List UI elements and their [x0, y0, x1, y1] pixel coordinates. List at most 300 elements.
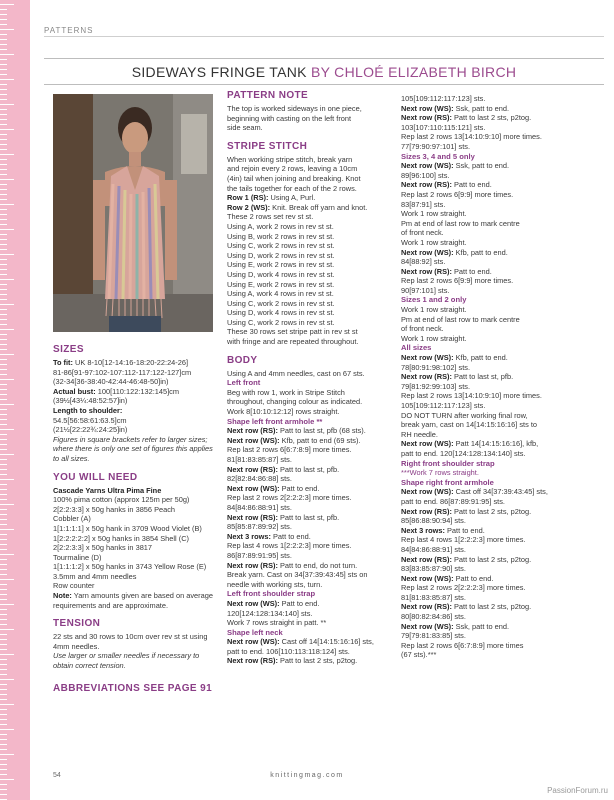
subsection-heading: Sizes 1 and 2 only: [401, 295, 467, 305]
instruction-text: Rep last 2 rows 6[6:7:8:9] more times.: [227, 445, 352, 455]
ruler-tick: [0, 59, 7, 60]
instruction-text: When working stripe stitch, break yarn: [227, 154, 353, 164]
sizes-note: Figures in square brackets refer to larger sizes; where there is only one set of figures this applies to all sizes.: [53, 434, 213, 463]
instruction-text: 103[107:110:115:121] sts.: [401, 122, 486, 132]
instruction-text: of front neck.: [401, 228, 444, 238]
ruler-tick: [0, 464, 7, 465]
ruler-tick: [0, 759, 7, 760]
ruler-tick: [0, 179, 14, 180]
ruler-tick: [0, 519, 7, 520]
ruler-tick: [0, 549, 7, 550]
ruler-tick: [0, 449, 7, 450]
ruler-tick: [0, 529, 14, 530]
ruler-tick: [0, 399, 7, 400]
ruler-tick: [0, 124, 7, 125]
ruler-tick: [0, 574, 7, 575]
instruction-text: patt to end. 120[124:128:134:140] sts.: [401, 448, 526, 458]
ruler-tick: [0, 374, 7, 375]
ruler-tick: [0, 544, 7, 545]
instruction-row: [227, 599, 391, 609]
instruction-text: 77[79:90:97:101] sts.: [401, 141, 471, 151]
instruction-text: These 30 rows set stripe patt in rev st st: [227, 327, 358, 337]
section-tag: PATTERNS: [44, 26, 94, 35]
instruction-row-text: Ssk, patt to end.: [453, 621, 510, 631]
sizes-line: [53, 358, 215, 368]
instruction-row-label: Next 3 rows:: [227, 531, 271, 541]
material-line: 100% pima cotton (approx 125m per 50g): [53, 495, 190, 505]
ruler-tick: [0, 139, 7, 140]
tension-text: 22 sts and 30 rows to 10cm over rev st st using 4mm needles.: [53, 632, 208, 651]
ruler-tick: [0, 689, 7, 690]
sizes-line: [53, 377, 215, 387]
ruler-tick: [0, 4, 14, 5]
ruler-tick: [0, 339, 7, 340]
ruler-tick: [0, 644, 7, 645]
ruler-tick: [0, 294, 7, 295]
ruler-tick: [0, 789, 7, 790]
watermark: PassionForum.ru: [547, 786, 608, 795]
instruction-row-label: Next row (RS):: [227, 656, 278, 666]
instruction-text: 120[124:128:134:140] sts.: [227, 608, 313, 618]
instruction-text: Using E, work 2 rows in rev st st.: [227, 260, 335, 270]
ruler-tick: [0, 244, 7, 245]
instruction-text: needle with working sts, turn.: [227, 579, 323, 589]
instruction-text: 85[85:87:89:92] sts.: [227, 522, 292, 532]
instruction-text: Work 1 row straight.: [401, 237, 467, 247]
instruction-row: [401, 161, 567, 171]
ruler-tick: [0, 424, 7, 425]
subsection-heading: Left front shoulder strap: [227, 589, 316, 599]
ruler-tick: [0, 604, 14, 605]
instruction-row-label: Next row (RS):: [401, 372, 452, 382]
instruction-text: Beg with row 1, work in Stripe Stitch: [227, 387, 345, 397]
ruler-tick: [0, 669, 7, 670]
instruction-row-label: Next row (WS):: [401, 439, 454, 449]
instruction-text: patt to end. 86[87:89:91:95] sts.: [401, 496, 505, 506]
ruler-tick: [0, 739, 7, 740]
ruler-tick: [0, 129, 14, 130]
instruction-row: [401, 372, 567, 382]
ruler-tick: [0, 79, 14, 80]
ruler-tick: [0, 744, 7, 745]
ruler-tick: [0, 344, 7, 345]
sizes-line-text: (39½[43¼:48:52:57]in): [53, 396, 128, 406]
instruction-row: [401, 248, 567, 258]
instruction-text: Using A, work 4 rows in rev st st.: [227, 289, 334, 299]
instruction-row-label: Next row (WS):: [227, 637, 280, 647]
ruler-tick: [0, 19, 7, 20]
instruction-text: 84[88:92] sts.: [401, 257, 446, 267]
material-line: 1[1:1:1:2] x 50g hanks in 3743 Yellow Rose (E): [53, 562, 207, 572]
ruler-tick: [0, 159, 7, 160]
instruction-row-text: Ssk, patt to end.: [453, 103, 510, 113]
ruler-tick: [0, 39, 7, 40]
instruction-row-label: Next row (RS):: [401, 180, 452, 190]
instruction-row-text: Using A, Purl.: [268, 193, 316, 203]
you-will-need-heading: YOU WILL NEED: [53, 471, 138, 483]
instruction-row-label: Next row (RS):: [401, 506, 452, 516]
ruler-tick: [0, 44, 7, 45]
instruction-text: Rep last 4 rows 1[2:2:2:3] more times.: [401, 535, 526, 545]
instruction-row-text: Patt to end.: [279, 483, 320, 493]
instruction-text: These 2 rows set rev st st.: [227, 212, 314, 222]
instruction-row: [227, 436, 391, 446]
ruler-tick: [0, 9, 7, 10]
material-line: Tourmaline (D): [53, 552, 102, 562]
ruler-tick: [0, 734, 7, 735]
instruction-text: Rep last 2 rows 2[2:2:2:3] more times.: [227, 493, 352, 503]
column-left: [53, 344, 215, 697]
ruler-tick: [0, 704, 14, 705]
instruction-text: Using D, work 4 rows in rev st st.: [227, 269, 335, 279]
ruler-tick: [0, 709, 7, 710]
instruction-row-text: Patt to last st, pfb.: [451, 372, 514, 382]
instruction-text: Using C, work 2 rows in rev st st.: [227, 317, 335, 327]
materials-list: [53, 495, 215, 591]
subsection-heading: Right front shoulder strap: [401, 458, 495, 468]
ruler-tick: [0, 494, 7, 495]
ruler-tick: [0, 29, 14, 30]
title-divider-bottom: [44, 84, 604, 85]
ruler-tick: [0, 439, 7, 440]
subsection-heading: Shape left front armhole **: [227, 416, 323, 426]
instruction-text: 79[81:92:99:103] sts.: [401, 381, 471, 391]
instruction-text: Work 8[10:10:12:12] rows straight.: [227, 407, 340, 417]
instruction-row: [227, 465, 391, 475]
instruction-row-text: Patt 14[14:15:16:16], kfb,: [453, 439, 539, 449]
instruction-row-text: Patt to end, do not turn.: [277, 560, 358, 570]
instruction-text: 82[82:84:86:88] sts.: [227, 474, 292, 484]
ruler-tick: [0, 224, 7, 225]
ruler-tick: [0, 144, 7, 145]
ruler-tick: [0, 304, 14, 305]
instruction-text: ***Work 7 rows straight.: [401, 468, 479, 478]
ruler-tick: [0, 694, 7, 695]
ruler-tick: [0, 94, 7, 95]
instruction-row-label: Next row (WS):: [227, 483, 280, 493]
instruction-row-text: Patt to end.: [270, 531, 311, 541]
ruler-tick: [0, 539, 7, 540]
instruction-row-label: Next 3 rows:: [401, 525, 445, 535]
ruler-tick: [0, 389, 7, 390]
sizes-line: [53, 396, 215, 406]
instruction-row-text: Cast off 34[37:39:43:45] sts,: [453, 487, 548, 497]
ruler-tick: [0, 414, 7, 415]
instruction-row-label: Next row (RS):: [401, 113, 452, 123]
ruler-tick: [0, 594, 7, 595]
instruction-row: [401, 507, 567, 517]
ruler-tick: [0, 264, 7, 265]
ruler-tick: [0, 289, 7, 290]
ruler-tick: [0, 329, 14, 330]
ruler-tick: [0, 154, 14, 155]
sizes-line-label: Length to shoulder:: [53, 405, 123, 415]
subsection-heading: Left front: [227, 378, 261, 388]
ruler-tick: [0, 364, 7, 365]
ruler-tick: [0, 269, 7, 270]
ruler-tick: [0, 479, 14, 480]
ruler-tick: [0, 649, 7, 650]
ruler-tick: [0, 349, 7, 350]
instruction-row-label: Next row (RS):: [401, 602, 452, 612]
subsection-heading: Shape left neck: [227, 627, 283, 637]
ruler-tick: [0, 134, 7, 135]
ruler-tick: [0, 714, 7, 715]
ruler-tick: [0, 569, 7, 570]
ruler-tick: [0, 359, 7, 360]
instruction-text: 81[81:83:85:87] sts.: [227, 455, 292, 464]
instruction-row-text: Patt to end.: [444, 525, 485, 535]
column-right: [401, 94, 567, 660]
ruler-tick: [0, 24, 7, 25]
instruction-row: [401, 622, 567, 632]
ruler-tick: [0, 699, 7, 700]
instruction-row: [401, 180, 567, 190]
sizes-line-text: UK 8-10[12-14:16-18:20-22:24-26]: [72, 358, 189, 367]
instruction-row: [227, 656, 391, 666]
ruler-tick: [0, 199, 7, 200]
ruler-tick: [0, 69, 7, 70]
instruction-row-label: Next row (WS):: [227, 598, 280, 608]
instruction-row-label: Next row (RS):: [227, 560, 278, 570]
sizes-line-label: Actual bust:: [53, 386, 96, 396]
instruction-row-text: Patt to end.: [451, 266, 492, 276]
sizes-line: [53, 416, 215, 426]
ruler-tick: [0, 659, 7, 660]
instruction-text: the tails together for each of the 2 rows.: [227, 183, 357, 193]
ruler-tick: [0, 794, 7, 795]
instruction-text: 78[80:91:98:102] sts.: [401, 362, 471, 372]
instruction-text: 79[79:81:83:85] sts.: [401, 631, 466, 641]
instruction-row-label: Next row (RS):: [227, 464, 278, 474]
instruction-row: [401, 602, 567, 612]
instruction-row-text: Patt to end.: [451, 180, 492, 190]
instruction-row-text: Patt to last 2 sts, p2tog.: [451, 554, 532, 564]
instruction-text: The top is worked sideways in one piece,: [227, 104, 362, 113]
instruction-row: [401, 439, 567, 449]
page-title: [44, 64, 604, 80]
instruction-text: Break yarn. Cast on 34[37:39:43:45] sts on: [227, 570, 368, 580]
ruler-tick: [0, 234, 7, 235]
ruler-tick: [0, 354, 14, 355]
instruction-text: Using E, work 2 rows in rev st st.: [227, 279, 335, 289]
ruler-tick: [0, 454, 14, 455]
instruction-text: Using A, work 2 rows in rev st st.: [227, 221, 334, 231]
instruction-row-text: Kfb, patt to end.: [453, 353, 508, 363]
instruction-row: [227, 484, 391, 494]
instruction-text: 84[84:86:88:91] sts.: [401, 544, 466, 554]
instruction-text: Work 1 row straight.: [401, 333, 467, 343]
ruler-tick: [0, 429, 14, 430]
instruction-text: and rejoin every 2 rows, leaving a 10cm: [227, 164, 358, 174]
instruction-row-text: Knit. Break off yarn and knot.: [270, 202, 368, 212]
instruction-text: 84[84:86:88:91] sts.: [227, 502, 292, 512]
ruler-tick: [0, 14, 7, 15]
title-divider-top: [44, 58, 604, 59]
title-byline: BY CHLOÉ ELIZABETH BIRCH: [306, 64, 517, 80]
instruction-text: Using B, work 2 rows in rev st st.: [227, 231, 335, 241]
instruction-text: Using A and 4mm needles, cast on 67 sts.: [227, 368, 365, 378]
ruler-tick: [0, 174, 7, 175]
ruler-tick: [0, 209, 7, 210]
instruction-text: Pm at end of last row to mark centre: [401, 218, 520, 228]
instruction-row-label: Row 1 (RS):: [227, 193, 269, 203]
instruction-text: 90[97:101] sts.: [401, 285, 450, 295]
instruction-row-label: Next row (RS):: [227, 512, 278, 522]
top-divider: [44, 36, 604, 37]
tension-note: Use larger or smaller needles if necessary to obtain correct tension.: [53, 651, 200, 671]
ruler-tick: [0, 754, 14, 755]
instruction-row-label: Next row (WS):: [227, 435, 280, 445]
ruler-tick: [0, 114, 7, 115]
instruction-text: DO NOT TURN after working final row,: [401, 410, 528, 420]
ruler-tick: [0, 314, 7, 315]
instruction-row-label: Next row (WS):: [401, 161, 454, 171]
instruction-row-text: Patt to last 2 sts, p2tog.: [451, 506, 532, 516]
ruler-tick: [0, 109, 7, 110]
instruction-row: [227, 532, 391, 542]
instruction-row-text: Patt to last st, pfb.: [277, 464, 340, 474]
instruction-text: RH needle.: [401, 429, 438, 439]
instruction-text: Using D, work 2 rows in rev st st.: [227, 250, 335, 260]
ruler-tick: [0, 534, 7, 535]
instruction-text: (67 sts).***: [401, 650, 437, 660]
instruction-row: [401, 113, 567, 123]
ruler-tick: [0, 254, 14, 255]
instruction-row-text: Patt to last 2 sts, p2tog.: [451, 602, 532, 612]
instruction-text: beginning with casting on the left front: [227, 113, 352, 123]
ruler-tick: [0, 459, 7, 460]
instruction-row-label: Next row (RS):: [401, 554, 452, 564]
ruler-tick: [0, 169, 7, 170]
instruction-text: 80[80:82:84:86] sts.: [401, 612, 466, 622]
instruction-row: [227, 637, 391, 647]
ruler-tick: [0, 394, 7, 395]
material-line: 2[2:2:3:3] x 50g hanks in 3856 Peach: [53, 504, 176, 514]
ruler-tick: [0, 369, 7, 370]
instruction-text: Pm at end of last row to mark centre: [401, 314, 520, 324]
instruction-text: Using C, work 2 rows in rev st st.: [227, 241, 335, 251]
ruler-tick: [0, 99, 7, 100]
ruler-tick: [0, 719, 7, 720]
subsection-heading: All sizes: [401, 343, 432, 353]
instruction-text: 85[86:88:90:94] sts.: [401, 516, 466, 526]
instruction-text: throughout, changing colour as indicated.: [227, 397, 363, 407]
ruler-tick: [0, 74, 7, 75]
model-photo: [53, 94, 213, 332]
instruction-row-label: Next row (RS):: [227, 426, 278, 436]
abbreviations-heading: ABBREVIATIONS SEE PAGE 91: [53, 682, 213, 694]
instruction-row-text: Kfb, patt to end.: [453, 247, 508, 257]
ruler-tick: [0, 184, 7, 185]
sizes-line: [53, 368, 215, 378]
ruler-tick: [0, 379, 14, 380]
ruler-tick: [0, 299, 7, 300]
section-heading: PATTERN NOTE: [227, 90, 309, 101]
instruction-text: 83[83:85:87:90] sts.: [401, 564, 466, 574]
ruler-tick: [0, 274, 7, 275]
instruction-text: Rep last 2 rows 6[9:9] more times.: [401, 276, 514, 286]
ruler-tick: [0, 684, 7, 685]
instruction-row-text: Patt to last 2 sts, p2tog.: [451, 113, 532, 123]
ruler-tick: [0, 499, 7, 500]
sizes-line: [53, 406, 215, 416]
instruction-text: side seam.: [227, 123, 263, 133]
material-line: 1[1:1:1:1] x 50g hank in 3709 Wood Violet (B): [53, 523, 202, 533]
instruction-row-text: Patt to last 2 sts, p2tog.: [277, 656, 358, 666]
sizes-heading: SIZES: [53, 344, 84, 355]
yarn-note: [53, 591, 215, 610]
ruler-tick: [0, 64, 7, 65]
ruler-tick: [0, 784, 7, 785]
ruler-tick: [0, 619, 7, 620]
sizes-line-text: 54.5[56:58:61:63.5]cm: [53, 415, 127, 425]
ruler-tick: [0, 204, 14, 205]
ruler-tick: [0, 579, 14, 580]
instruction-row: [227, 513, 391, 523]
instruction-text: of front neck.: [401, 324, 444, 334]
material-line: 2[2:2:3:3] x 50g hanks in 3817: [53, 543, 153, 553]
instruction-text: (4in) tail when joining and breaking. Knot: [227, 173, 361, 183]
instruction-text: Rep last 2 rows 2[2:2:2:3] more times.: [401, 583, 526, 593]
instruction-text: patt to end. 106[110:113:118:124] sts.: [227, 646, 350, 656]
sizes-line-text: (21½[22:22¾:24:25]in): [53, 425, 128, 435]
ruler-tick: [0, 524, 7, 525]
ruler-tick: [0, 474, 7, 475]
sizes-line-label: To fit:: [53, 358, 73, 367]
instruction-text: 81[81:83:85:87] sts.: [401, 592, 466, 602]
ruler-tick: [0, 469, 7, 470]
ruler-tick: [0, 769, 7, 770]
footer-site: knittingmag.com: [270, 772, 344, 779]
instruction-row-text: Ssk, patt to end.: [453, 161, 510, 171]
ruler-tick: [0, 624, 7, 625]
ruler-tick: [0, 589, 7, 590]
instruction-row: [227, 203, 391, 213]
section-heading: BODY: [227, 354, 258, 366]
instruction-text: 86[87:89:91:95] sts.: [227, 550, 292, 560]
model-photo-illustration: [53, 94, 213, 332]
ruler-tick: [0, 194, 7, 195]
ruler-tick: [0, 484, 7, 485]
ruler-tick: [0, 249, 7, 250]
ruler-tick: [0, 49, 7, 50]
instruction-text: break yarn, cast on 14[14:15:16:16] sts to: [401, 420, 537, 430]
ruler-tick: [0, 259, 7, 260]
ruler-tick: [0, 609, 7, 610]
tension-heading: TENSION: [53, 618, 101, 630]
ruler-tick: [0, 229, 14, 230]
ruler-tick: [0, 504, 14, 505]
material-line: Row counter: [53, 581, 95, 591]
section-heading: STRIPE STITCH: [227, 140, 308, 152]
sizes-list: [53, 358, 215, 435]
ruler-tick: [0, 319, 7, 320]
instruction-text: Rep last 2 rows 6[9:9] more times.: [401, 189, 514, 199]
ruler-tick: [0, 89, 7, 90]
instruction-text: Work 1 row straight.: [401, 305, 467, 315]
ruler-tick: [0, 104, 14, 105]
instruction-row: [401, 487, 567, 497]
instruction-row: [227, 561, 391, 571]
instruction-row: [227, 193, 391, 203]
ruler-tick: [0, 84, 7, 85]
ruler-tick: [0, 664, 7, 665]
sizes-line: [53, 425, 215, 435]
sizes-line-text: 100[110:122:132:145]cm: [95, 386, 179, 396]
ruler-tick: [0, 724, 7, 725]
instruction-row: [401, 353, 567, 363]
